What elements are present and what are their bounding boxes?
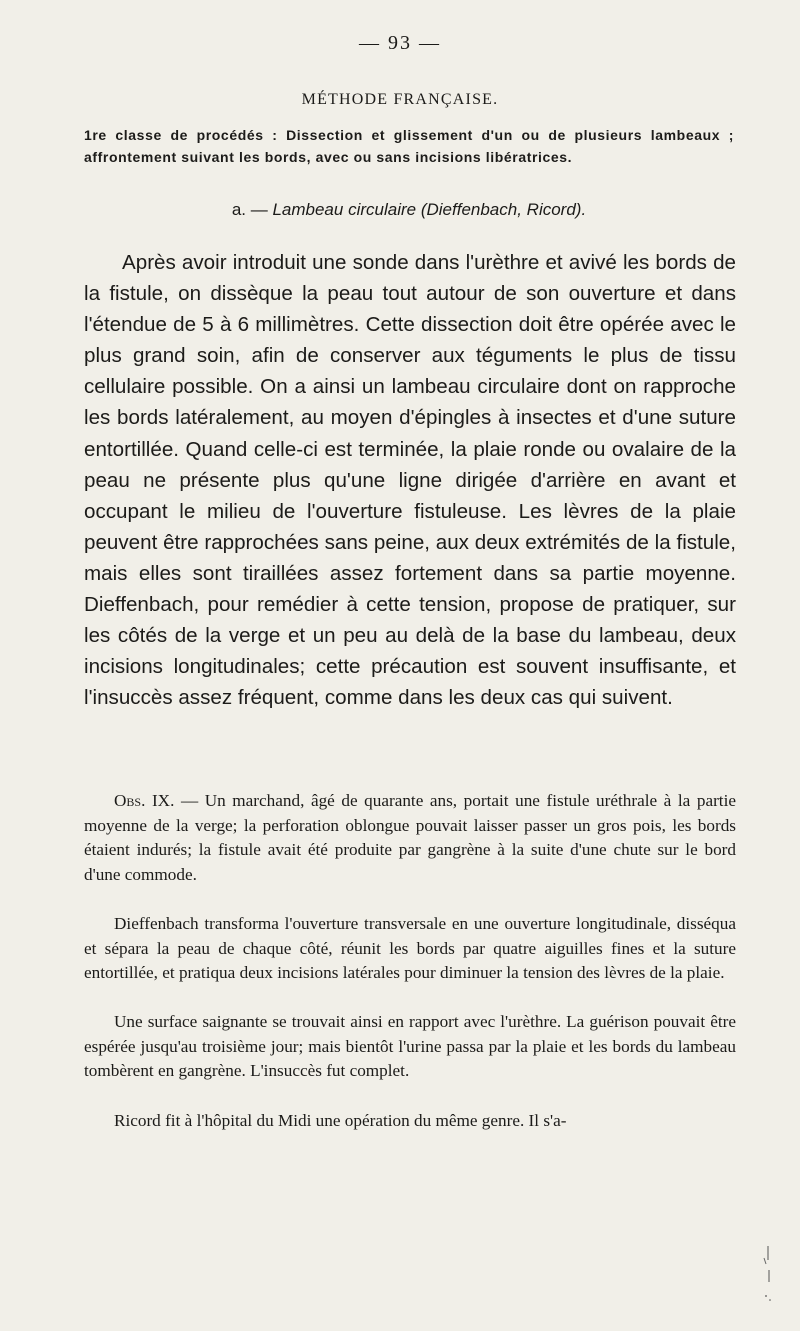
observation-paragraph-2: Dieffenbach transforma l'ouverture transversale en une ouverture longitudinale, disséqua et sépara la peau de chaque côté, réunit les bords par quatre aiguilles fines et la suture entortillée, et pratiqua deux incisions latérales pour diminuer la tension des lèvres de la plaie. — [84, 914, 736, 983]
class-heading: 1re classe de procédés : Dissection et glissement d'un ou de plusieurs lambeaux ; affrontement suivant les bords, avec ou sans incisions libératrices. — [84, 127, 734, 165]
page-number: — 93 — — [359, 32, 441, 54]
section-title: MÉTHODE FRANÇAISE. — [301, 91, 499, 108]
subheading-authors: (Dieffenbach, Ricord). — [420, 200, 587, 219]
observation-paragraph-4: Ricord fit à l'hôpital du Midi une opération du même genre. Il s'a- — [114, 1111, 567, 1130]
observation-paragraph-3: Une surface saignante se trouvait ainsi en rapport avec l'urèthre. La guérison pouvait être espérée jusqu'au troisième jour; mais bientôt l'urine passa par la plaie et les bords du lambeau tombèrent en gangrène. L'insuccès fut complet. — [84, 1012, 736, 1081]
main-paragraph: Après avoir introduit une sonde dans l'urèthre et avivé les bords de la fistule, on dissèque la peau tout autour de son ouverture et dans l'étendue de 5 à 6 millimètres. Cette dissection doit être opérée avec le plus grand soin, afin de conserver aux téguments le plus de tissu cellulaire possible. On a ainsi un lambeau circulaire dont on rapproche les bords latéralement, au moyen d'épingles à insectes et d'une suture entortillée. Quand celle-ci est terminée, la plaie ronde ou ovalaire de la peau ne présente plus qu'une ligne dirigée d'arrière en avant et occupant le milieu de l'ouverture fistuleuse. Les lèvres de la plaie peuvent être rapprochées sans peine, aux deux extrémités de la fistule, mais elles sont tiraillées assez fortement dans sa partie moyenne. Dieffenbach, pour remédier à cette tension, propose de pratiquer, sur les côtés de la verge et un peu au delà de la base du lambeau, deux incisions longitudinales; cette précaution est souvent insuffisante, et l'insuccès assez fréquent, comme dans les deux cas qui suivent. — [84, 251, 736, 710]
observation-label: Obs. — [114, 791, 146, 810]
subheading-prefix: a. — — [231, 200, 273, 219]
observation-paragraph — [84, 789, 736, 887]
margin-smudge-marks — [752, 1240, 782, 1320]
observation-text: IX. — Un marchand, âgé de quarante ans, portait une fistule uréthrale à la partie moyenne de la verge; la perforation oblongue pouvait laisser passer un gros pois, les bords étaient indurés; la fistule avait été produite par gangrène à la suite d'une chute sur le bord d'une commode. — [84, 791, 736, 884]
subheading — [84, 200, 734, 220]
subheading-title: Lambeau circulaire — [272, 200, 417, 219]
